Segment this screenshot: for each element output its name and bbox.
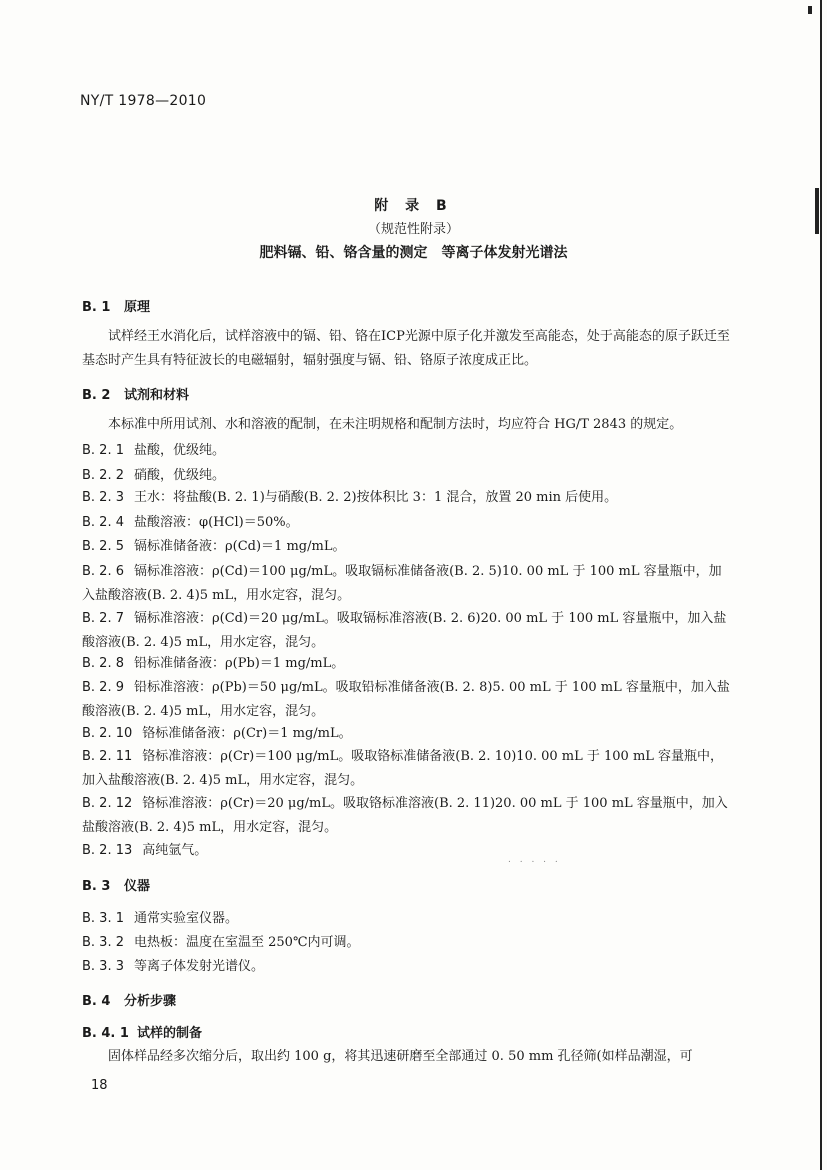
scan-mark-top (808, 6, 812, 14)
section-title: 原理 (124, 300, 151, 315)
list-item: B. 2. 1 盐酸，优级纯。 (82, 443, 226, 458)
list-item: B. 2. 3 王水：将盐酸(B. 2. 1)与硝酸(B. 2. 2)按体积比 3：1 混合，放置 20 min 后使用。 (82, 490, 618, 505)
list-item: B. 3. 2 电热板：温度在室温至 250℃内可调。 (82, 935, 360, 950)
list-item: B. 2. 8 铅标准储备液：ρ(Pb)＝1 mg/mL。 (82, 656, 345, 671)
list-item: B. 3. 1 通常实验室仪器。 (82, 911, 239, 926)
list-item: B. 2. 4 盐酸溶液：φ(HCl)＝50%。 (82, 515, 299, 530)
list-item: B. 2. 7 镉标准溶液：ρ(Cd)＝20 μg/mL。吸取镉标准溶液(B. 2. 6)20. 00 mL 于 100 mL 容量瓶中，加入盐酸溶液(B. 2. 4)5 mL，用水定容，混匀。 (82, 611, 727, 650)
list-item: B. 3. 3 等离子体发射光谱仪。 (82, 959, 265, 974)
section-heading-b2: B. 2 试剂和材料 (82, 388, 190, 403)
list-item: B. 2. 10 铬标准储备液：ρ(Cr)＝1 mg/mL。 (82, 726, 352, 741)
appendix-name: 肥料镉、铅、铬含量的测定 等离子体发射光谱法 (259, 245, 568, 261)
subsection-heading-b41: B. 4. 1 试样的制备 (82, 1026, 202, 1041)
paragraph-sample-prep: 固体样品经多次缩分后，取出约 100 g，将其迅速研磨至全部通过 0. 50 mm 孔径筛(如样品潮湿，可 (108, 1049, 693, 1064)
scan-edge-line (820, 0, 822, 1170)
paragraph-principle: 试样经王水消化后，试样溶液中的镉、铅、铬在ICP光源中原子化并激发至高能态，处于高能态的原子跃迁至基态时产生具有特征波长的电磁辐射，辐射强度与镉、铅、铬原子浓度成正比。 (82, 329, 730, 368)
section-title: 仪器 (124, 879, 151, 894)
appendix-type: （规范性附录） (367, 222, 459, 237)
section-title: 分析步骤 (124, 994, 177, 1009)
list-item: B. 2. 9 铅标准溶液：ρ(Pb)＝50 μg/mL。吸取铅标准储备液(B. 2. 8)5. 00 mL 于 100 mL 容量瓶中，加入盐酸溶液(B. 2. 4)5 mL，用水定容，混匀。 (82, 680, 730, 719)
page-number: 18 (91, 1078, 108, 1093)
list-item: B. 2. 13 高纯氩气。 (82, 843, 208, 858)
section-heading-b4: B. 4 分析步骤 (82, 994, 177, 1009)
paragraph-reagents: 本标准中所用试剂、水和溶液的配制，在未注明规格和配制方法时，均应符合 HG/T 2843 的规定。 (108, 417, 683, 432)
list-item: B. 2. 11 铬标准溶液：ρ(Cr)＝100 μg/mL。吸取铬标准储备液(B. 2. 10)10. 00 mL 于 100 mL 容量瓶中，加入盐酸溶液(B. 2. 4)5 mL，用水定容，混匀。 (82, 749, 724, 788)
subsection-title: 试样的制备 (136, 1026, 202, 1041)
section-title: 试剂和材料 (124, 388, 190, 403)
list-item: B. 2. 5 镉标准储备液：ρ(Cd)＝1 mg/mL。 (82, 539, 346, 554)
section-heading-b3: B. 3 仪器 (82, 879, 151, 894)
list-item: B. 2. 2 硝酸，优级纯。 (82, 468, 226, 483)
list-item: B. 2. 12 铬标准溶液：ρ(Cr)＝20 μg/mL。吸取铬标准溶液(B. 2. 11)20. 00 mL 于 100 mL 容量瓶中，加入盐酸溶液(B. 2. 4)5 mL，用水定容，混匀。 (82, 796, 728, 835)
list-item: B. 2. 6 镉标准溶液：ρ(Cd)＝100 μg/mL。吸取镉标准储备液(B. 2. 5)10. 00 mL 于 100 mL 容量瓶中，加入盐酸溶液(B. 2. 4)5 mL，用水定容，混匀。 (82, 564, 722, 603)
scan-specks: . . . . . (508, 855, 561, 865)
standard-code: NY/T 1978—2010 (80, 93, 207, 109)
section-heading-b1: B. 1 原理 (82, 300, 151, 315)
appendix-label: 附 录 B (374, 198, 453, 214)
